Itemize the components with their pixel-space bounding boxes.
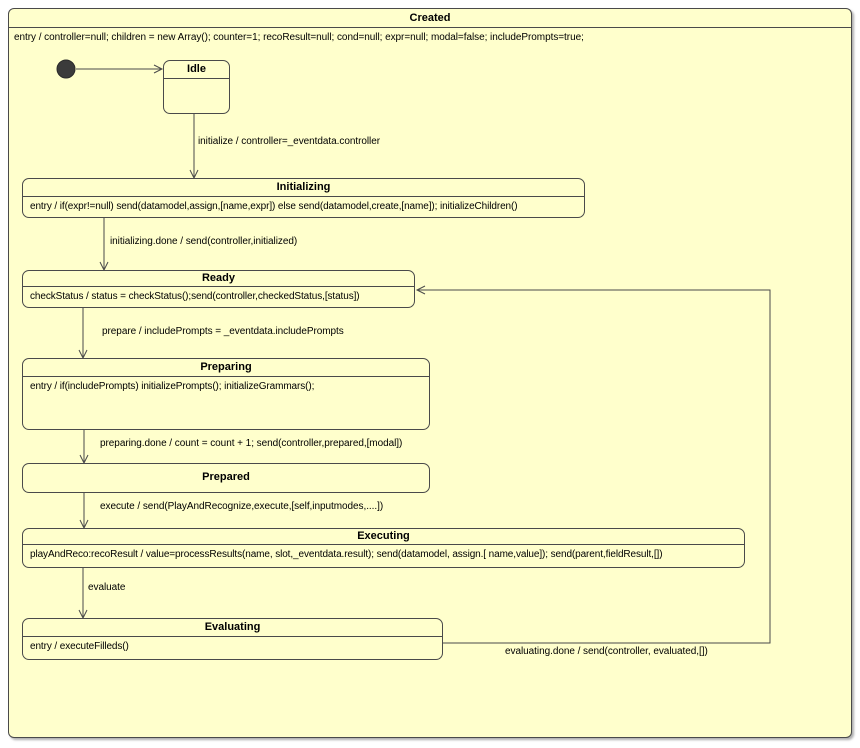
state-executing — [22, 528, 745, 568]
state-idle — [163, 60, 230, 114]
state-preparing-body: entry / if(includePrompts) initializePrompts(); initializeGrammars(); — [30, 381, 315, 392]
state-evaluating — [22, 618, 443, 660]
state-initializing — [22, 178, 585, 218]
state-executing-body: playAndReco:recoResult / value=processResults(name, slot,_eventdata.result); send(datamodel, assign.[ name,value]); send(parent,fieldResult,[]) — [30, 549, 663, 560]
state-executing-title: Executing — [23, 529, 744, 545]
state-prepared-title: Prepared — [202, 471, 250, 483]
state-idle-body — [164, 79, 229, 82]
state-idle-title: Idle — [164, 61, 229, 79]
transition-label-evaluate: evaluate — [88, 582, 126, 593]
transition-label-prepare: prepare / includePrompts = _eventdata.includePrompts — [102, 326, 344, 337]
state-initializing-title: Initializing — [23, 179, 584, 197]
state-ready-title: Ready — [23, 271, 414, 287]
transition-label-initialize: initialize / controller=_eventdata.controller — [198, 136, 381, 147]
state-evaluating-body: entry / executeFilleds() — [30, 641, 129, 652]
state-prepared — [22, 463, 430, 493]
state-preparing — [22, 358, 430, 430]
state-initializing-body: entry / if(expr!=null) send(datamodel,assign,[name,expr]) else send(datamodel,create,[name]); initializeChildren() — [30, 201, 518, 212]
state-created-entry-action: entry / controller=null; children = new Array(); counter=1; recoResult=null; cond=null; expr=null; modal=false; includePrompts=true; — [14, 32, 584, 43]
state-ready-body: checkStatus / status = checkStatus();send(controller,checkedStatus,[status]) — [30, 291, 360, 302]
state-evaluating-title: Evaluating — [23, 619, 442, 637]
state-preparing-title: Preparing — [23, 359, 429, 377]
state-ready — [22, 270, 415, 308]
state-created-title: Created — [9, 9, 851, 28]
transition-label-initializing-done: initializing.done / send(controller,initialized) — [110, 236, 298, 247]
transition-label-preparing-done: preparing.done / count = count + 1; send(controller,prepared,[modal]) — [100, 438, 403, 449]
transition-label-execute: execute / send(PlayAndRecognize,execute,[self,inputmodes,....]) — [100, 501, 384, 512]
transition-label-evaluating-done: evaluating.done / send(controller, evaluated,[]) — [505, 646, 708, 657]
